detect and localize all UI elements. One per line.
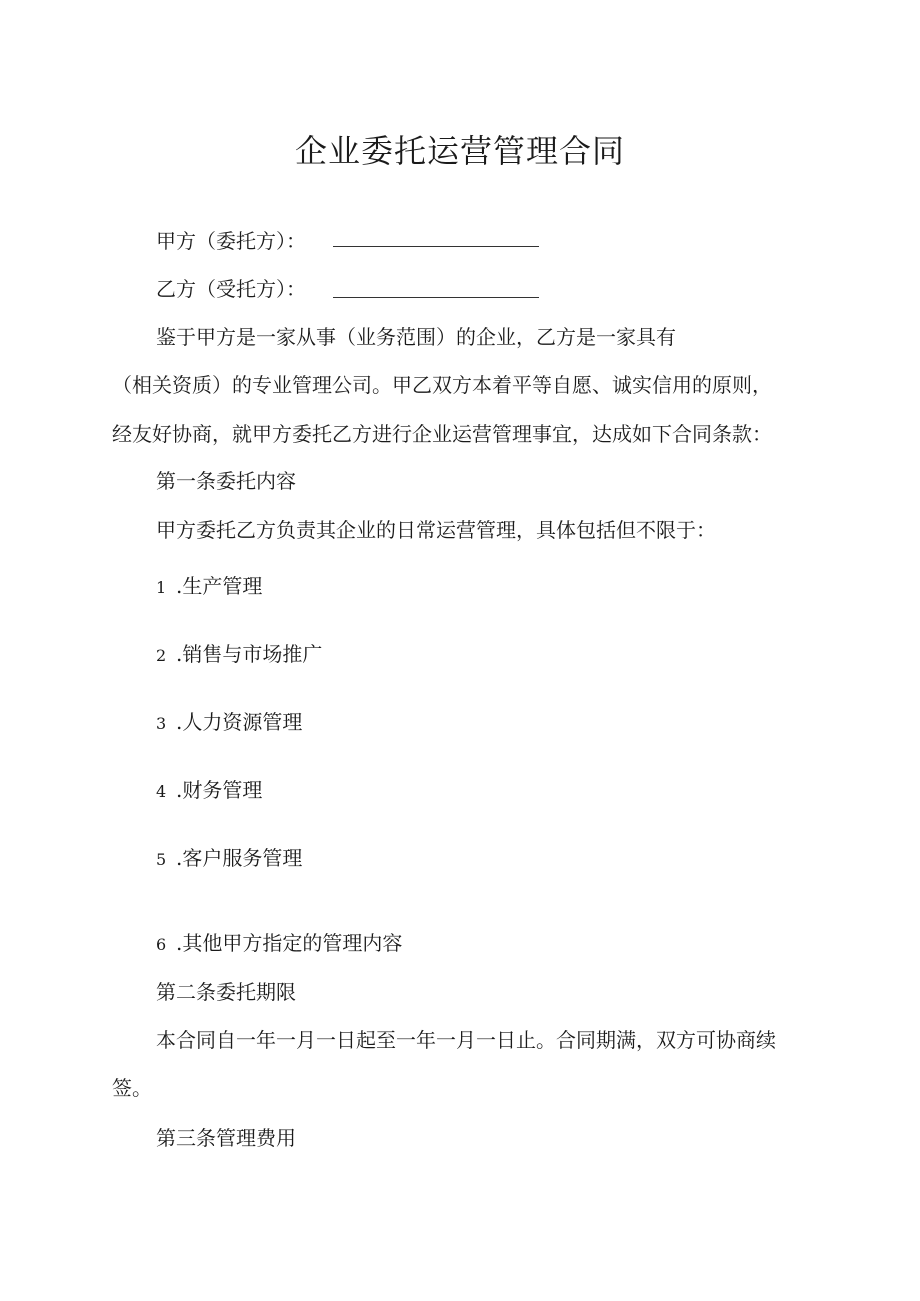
preamble-line-3: 经友好协商，就甲方委托乙方进行企业运营管理事宜，达成如下合同条款： — [112, 422, 772, 446]
list-item-text: .销售与市场推广 — [176, 642, 323, 666]
page-title: 企业委托运营管理合同 — [294, 132, 625, 170]
article-3-heading: 第三条管理费用 — [156, 1126, 296, 1150]
list-item-number: 3 — [156, 714, 167, 733]
preamble-line-1: 鉴于甲方是一家从事（业务范围）的企业，乙方是一家具有 — [156, 325, 676, 349]
list-item-text: .客户服务管理 — [176, 846, 303, 870]
list-item-number: 5 — [156, 850, 167, 869]
list-item — [156, 572, 262, 602]
preamble-line-2: （相关资质）的专业管理公司。甲乙双方本着平等自愿、诚实信用的原则， — [112, 373, 772, 397]
party-a-blank — [333, 246, 539, 247]
list-item — [156, 844, 302, 874]
article-1-heading: 第一条委托内容 — [156, 469, 296, 493]
list-item — [156, 929, 402, 959]
list-item-text: .其他甲方指定的管理内容 — [176, 931, 403, 955]
party-a-row — [156, 227, 306, 255]
list-item — [156, 708, 302, 738]
article-1-intro: 甲方委托乙方负责其企业的日常运营管理，具体包括但不限于： — [156, 518, 716, 542]
article-2-body-line-1: 本合同自一年一月一日起至一年一月一日止。合同期满，双方可协商续 — [156, 1028, 776, 1052]
party-b-row — [156, 275, 306, 303]
list-item-text: .生产管理 — [176, 574, 263, 598]
list-item-number: 2 — [156, 646, 167, 665]
party-b-label: 乙方（受托方）： — [156, 277, 306, 301]
article-2-body-line-2: 签。 — [112, 1076, 152, 1100]
list-item — [156, 776, 262, 806]
party-b-blank — [333, 297, 539, 298]
list-item-number: 1 — [156, 578, 167, 597]
article-2-heading: 第二条委托期限 — [156, 980, 296, 1004]
list-item — [156, 640, 322, 670]
list-item-text: .财务管理 — [176, 778, 263, 802]
list-item-number: 6 — [156, 935, 167, 954]
list-item-number: 4 — [156, 782, 167, 801]
list-item-text: .人力资源管理 — [176, 710, 303, 734]
party-a-label: 甲方（委托方）： — [156, 229, 306, 253]
